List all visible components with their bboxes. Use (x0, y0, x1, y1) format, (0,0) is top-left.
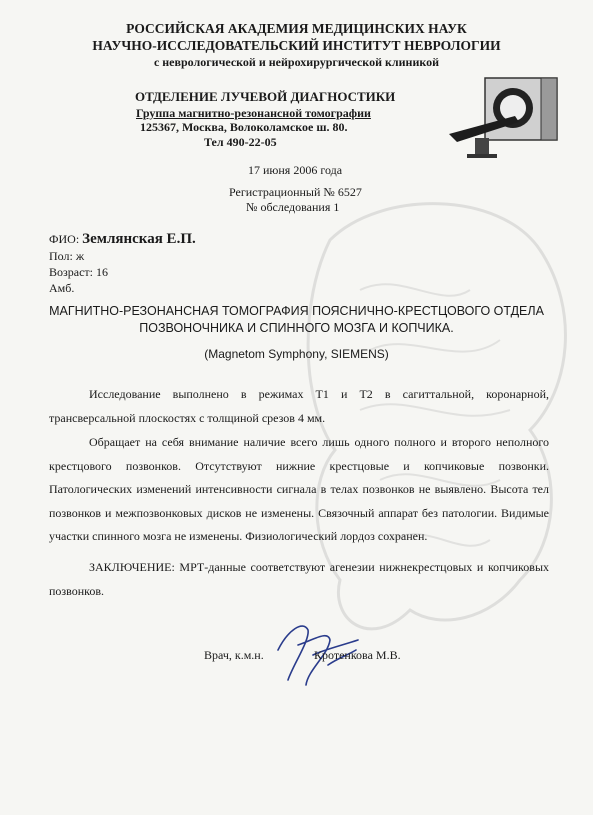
mri-scanner-logo-icon (445, 72, 563, 162)
study-title-line1: МАГНИТНО-РЕЗОНАНСНАЯ ТОМОГРАФИЯ ПОЯСНИЧНО-КРЕСТЦОВОГО ОТДЕЛА (49, 304, 544, 318)
department-address: 125367, Москва, Волоколамское ш. 80. (140, 120, 348, 134)
department-phone: Тел 490-22-05 (204, 135, 277, 149)
header-clinic: с неврологической и нейрохирургической клиникой (153, 55, 440, 69)
registration-number: Регистрационный № 6527 (229, 185, 362, 199)
doctor-name: Кротенкова М.В. (314, 648, 401, 662)
patient-age: Возраст: 16 (49, 265, 108, 279)
paragraph-conclusion: ЗАКЛЮЧЕНИЕ: МРТ-данные соответствуют агенезии нижнекрестцовых и копчиковых позвонков. (49, 560, 549, 598)
department-name: ОТДЕЛЕНИЕ ЛУЧЕВОЙ ДИАГНОСТИКИ (135, 89, 396, 104)
header-institute: НАУЧНО-ИССЛЕДОВАТЕЛЬСКИЙ ИНСТИТУТ НЕВРОЛОГИИ (92, 38, 501, 53)
fio-label: ФИО: (49, 232, 80, 246)
patient-fio (49, 231, 196, 248)
document-date: 17 июня 2006 года (248, 163, 343, 177)
paragraph-method: Исследование выполнено в режимах Т1 и Т2 в сагиттальной, коронарной, трансверсальной плоскостях с толщиной срезов 4 мм. (49, 387, 549, 425)
patient-sex: Пол: ж (49, 249, 85, 263)
study-title-line2: ПОЗВОНОЧНИКА И СПИННОГО МОЗГА И КОПЧИКА. (139, 321, 454, 335)
doctor-title: Врач, к.м.н. (204, 648, 264, 662)
exam-number: № обследования 1 (246, 200, 340, 214)
paragraph-findings: Обращает на себя внимание наличие всего лишь одного полного и второго неполного крестцового позвонков. Отсутствуют нижние крестцовые и копчиковые позвонки. Патологических изменений интенсивности сигнала в телах позвонков не выявлено. Высота тел позвонков и межпозвонковых дисков не изменены. Связочный аппарат без патологии. Видимые участки спинного мозга не изменены. Физиологический лордоз сохранен. (49, 435, 549, 543)
device-name: (Magnetom Symphony, SIEMENS) (204, 347, 389, 361)
header-academy: РОССИЙСКАЯ АКАДЕМИЯ МЕДИЦИНСКИХ НАУК (126, 21, 467, 36)
department-group: Группа магнитно-резонансной томографии (136, 106, 371, 120)
fio-value: Землянская Е.П. (82, 231, 196, 247)
patient-amb: Амб. (49, 281, 75, 295)
